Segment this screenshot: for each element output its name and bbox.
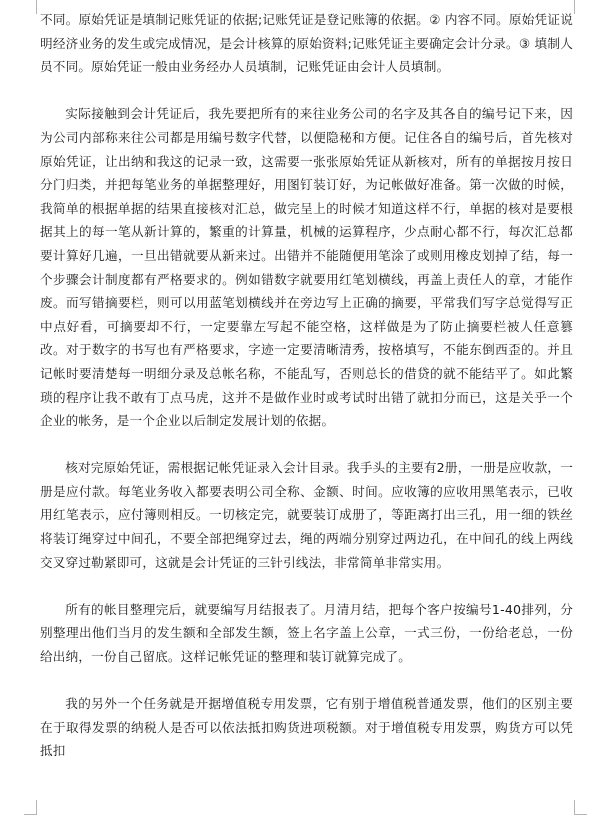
crop-mark-bottom-right [574,800,587,815]
paragraph-4: 所有的帐目整理完后，就要编写月结报表了。月清月结，把每个客户按编号1-40排列，分别整理出他们当月的发生额和全部发生额，签上名字盖上公章，一式三份，一份给老总，一份给出纳，一份自己留底。这样记帐凭证的整理和装订就算完成了。 [40,601,573,665]
paragraph-spacer [40,669,573,693]
paragraph-5: 我的另外一个任务就是开据增值税专用发票，它有别于增值税普通发票，他们的区别主要在于取得发票的纳税人是否可以依法抵扣购货进项税额。对于增值税专用发票，购货方可以凭抵扣 [40,696,573,759]
crop-mark-top-right [574,0,587,14]
paragraph-3: 核对完原始凭证，需根据记帐凭证录入会计目录。我手头的主要有2册，一册是应收款，一册是应付款。每笔业务收入都要表明公司全称、金额、时间。应收簿的应收用黑笔表示，已收用红笔表示，应付簿则相反。一切核定完，就要装订成册了，等距离打出三孔，用一细的铁丝将装订绳穿过中间孔，不要全部把绳穿过去，绳的两端分别穿过两边孔，在中间孔的线上两线交叉穿过勒紧即可，这就是会计凭证的三针引线法，非常简单非常实用。 [40,460,573,570]
paragraph-1: 不同。原始凭证是填制记账凭证的依据;记账凭证是登记账簿的依据。② 内容不同。原始凭证说明经济业务的发生或完成情况，是会计核算的原始资料;记账凭证主要确定会计分录。③ 填制人员不同。原始凭证一般由业务经办人员填制，记账凭证由会计人员填制。 [40,12,573,75]
crop-mark-bottom-left [24,800,37,815]
document-body [40,8,573,763]
paragraph-spacer [40,433,573,457]
paragraph-spacer [40,574,573,598]
crop-mark-top-left [24,0,37,14]
paragraph-2: 实际接触到会计凭证后，我先要把所有的来往业务公司的名字及其各自的编号记下来，因为公司内部称来往公司都是用编号数字代替，以便隐秘和方便。记住各自的编号后，首先核对原始凭证，让出纳和我这的记录一致，这需要一张张原始凭证从新核对，所有的单据按月按日分门归类，并把每笔业务的单据整理好，用图钉装订好，为记帐做好准备。第一次做的时候，我简单的根据单据的结果直接核对汇总，做完呈上的时候才知道这样不行，单据的核对是要根据其上的每一笔从新计算的，繁重的计算量，机械的运算程序，少点耐心都不行，每次汇总都要计算好几遍，一旦出错就要从新来过。出错并不能随便用笔涂了或则用橡皮划掉了结，每一个步骤会计制度都有严格要求的。例如错数字就要用红笔划横线，再盖上责任人的章，才能作废。而写错摘要栏，则可以用蓝笔划横线并在旁边写上正确的摘要，平常我们写字总觉得写正中点好看，可摘要却不行，一定要靠左写起不能空格，这样做是为了防止摘要栏被人任意篡改。对于数字的书写也有严格要求，字迹一定要清晰清秀，按格填写，不能东倒西歪的。并且记帐时要清楚每一明细分录及总帐名称，不能乱写，否则总长的借贷的就不能结平了。如此繁琐的程序让我不敢有丁点马虎，这并不是做作业时或考试时出错了就扣分而已，这是关乎一个企业的帐务，是一个企业以后制定发展计划的依据。 [40,106,573,429]
paragraph-spacer [40,79,573,103]
